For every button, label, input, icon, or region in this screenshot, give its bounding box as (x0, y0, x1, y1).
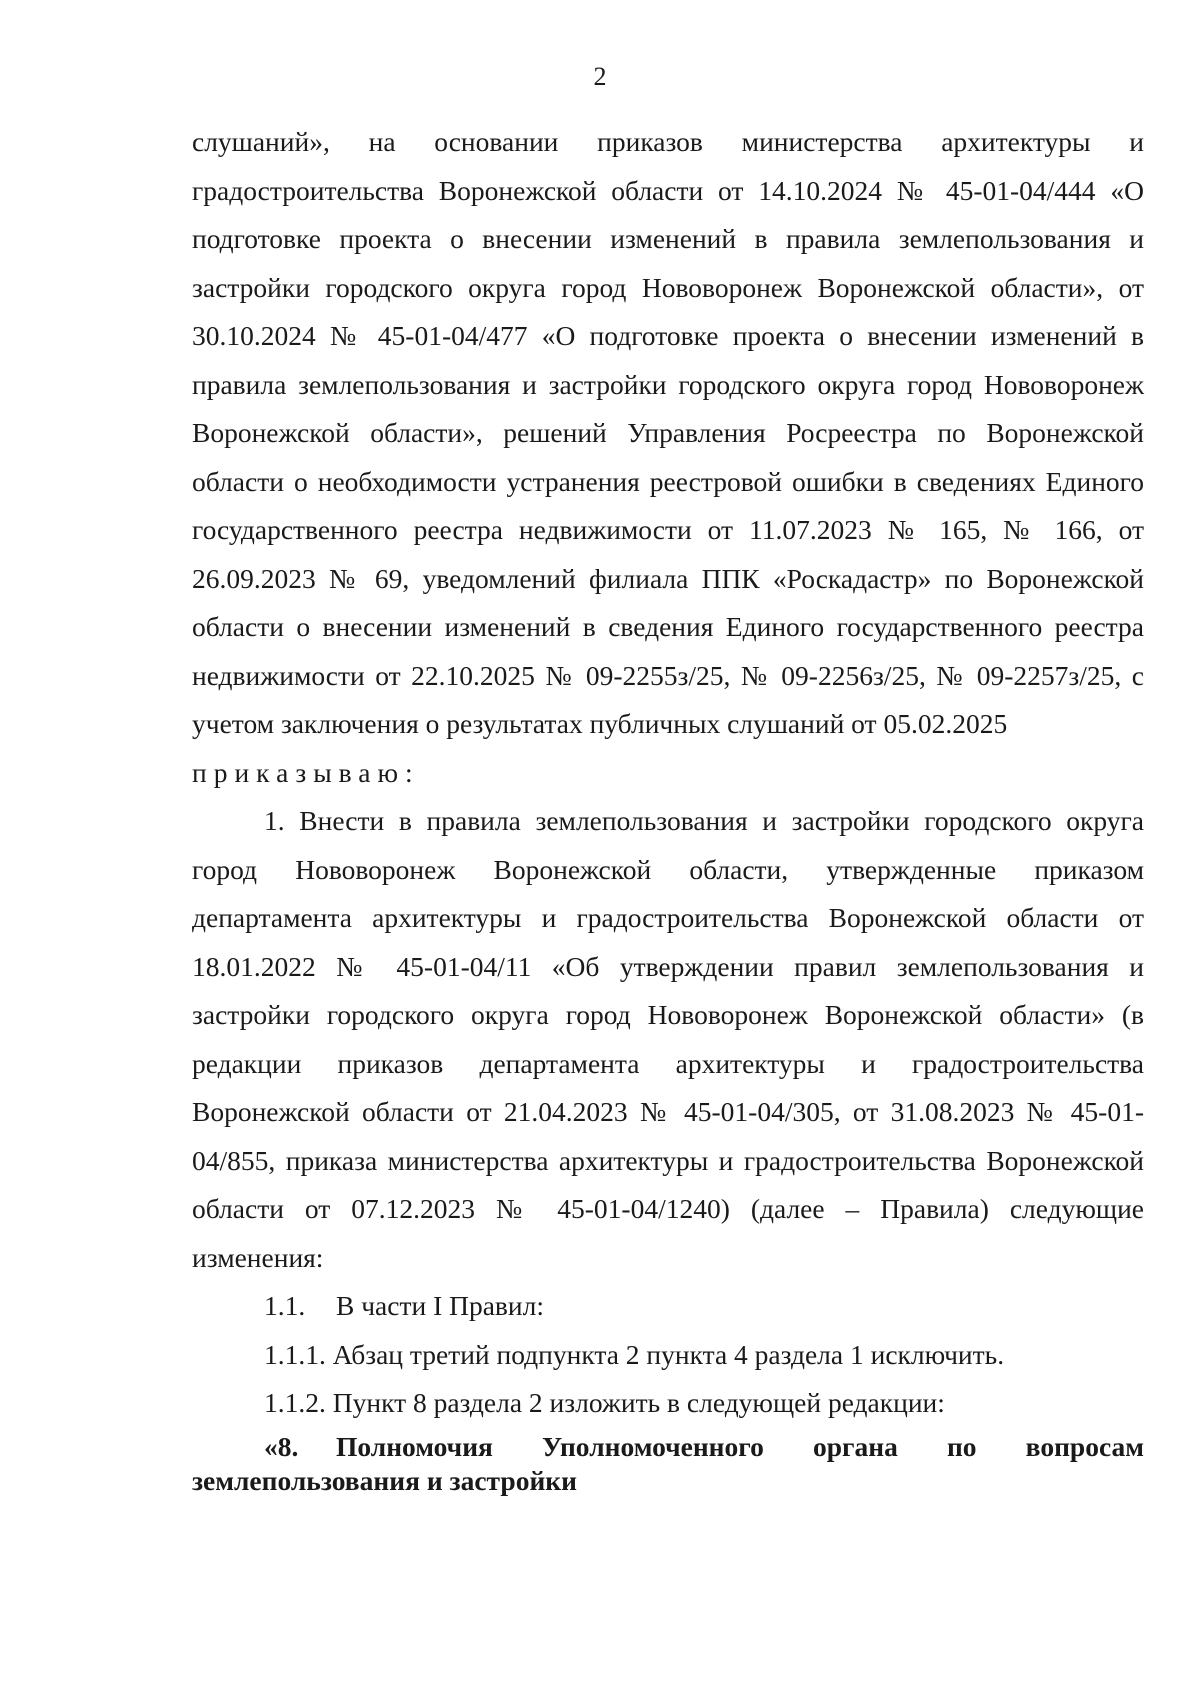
section-heading-number: «8. (264, 1430, 299, 1462)
preamble-paragraph: слушаний», на основании приказов министерства архитектуры и градостроительства Воронежской области от 14.10.2024 № 45-01-04/444 «О подготовке проекта о внесении изменений в правила землепользования и застройки городского округа город Нововоронеж Воронежской области», от 30.10.2024 № 45-01-04/477 «О подготовке проекта о внесении изменений в правила землепользования и застройки городского округа город Нововоронеж Воронежской области», решений Управления Росреестра по Воронежской области о необходимости устранения реестровой ошибки в сведениях Единого государственного реестра недвижимости от 11.07.2023 № 165, № 166, от 26.09.2023 № 69, уведомлений филиала ППК «Роскадастр» по Воронежской области о внесении изменений в сведения Единого государственного реестра недвижимости от 22.10.2025 № 09-2255з/25, № 09-2256з/25, № 09-2257з/25, с учетом заключения о результатах публичных слушаний от 05.02.2025 (192, 126, 1144, 739)
item-1-1-2: 1.1.2. Пункт 8 раздела 2 изложить в следующей редакции: (264, 1387, 945, 1418)
page-number: 2 (593, 62, 607, 91)
section-heading-text: Полномочия Уполномоченного органа по вопросам землепользования и застройки (192, 1430, 1144, 1496)
document-body (192, 118, 1144, 1498)
item-1-1-1: 1.1.1. Абзац третий подпункта 2 пункта 4 раздела 1 исключить. (264, 1338, 1005, 1370)
decree-word: приказываю: (192, 756, 420, 788)
section-heading (192, 1430, 1144, 1498)
item-1-1-text: В части I Правил: (336, 1290, 544, 1321)
item-1-1 (192, 1282, 1144, 1331)
item-1-1-number: 1.1. (264, 1290, 306, 1321)
item-1-paragraph: 1. Внести в правила землепользования и застройки городского округа город Нововоронеж Воронежской области, утвержденные приказом департамента архитектуры и градостроительства Воронежской области от 18.01.2022 № 45-01-04/11 «Об утверждении правил землепользования и застройки городского округа город Нововоронеж Воронежской области» (в редакции приказов департамента архитектуры и градостроительства Воронежской области от 21.04.2023 № 45-01-04/305, от 31.08.2023 № 45-01-04/855, приказа министерства архитектуры и градостроительства Воронежской области от 07.12.2023 № 45-01-04/1240) (далее – Правила) следующие изменения: (192, 805, 1144, 1273)
